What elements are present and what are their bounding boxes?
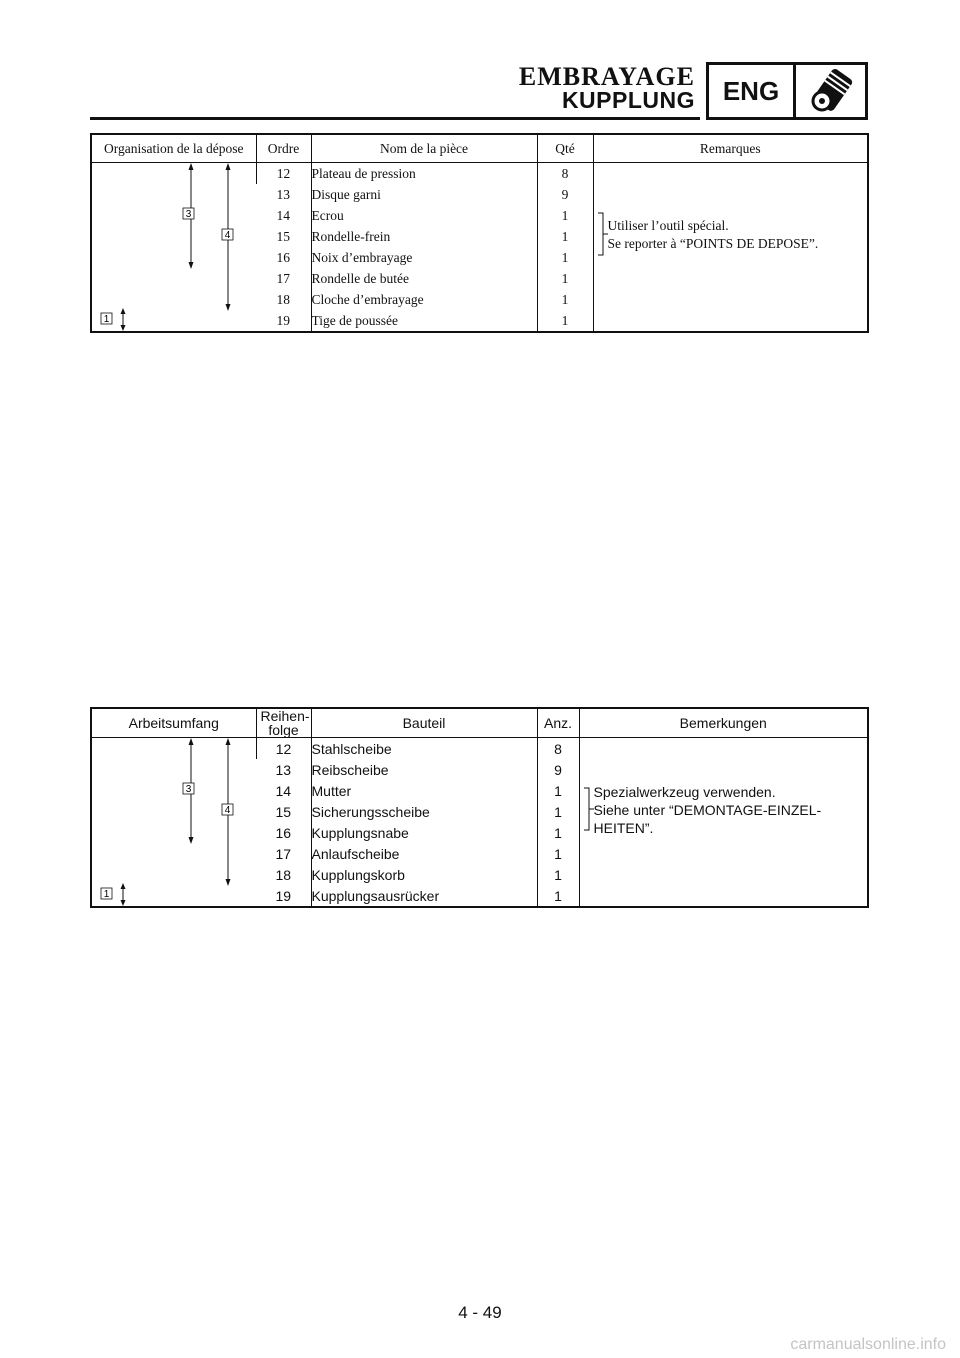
- qty-cell: 1: [537, 780, 579, 801]
- order-cell: 18: [275, 866, 292, 883]
- qty-cell: 8: [537, 163, 593, 185]
- order-cell: 13: [276, 186, 290, 202]
- qty-cell: 1: [537, 205, 593, 226]
- parts-table-fr: [90, 133, 869, 333]
- col-header-remarks: Remarques: [593, 134, 868, 163]
- part-name-cell: Plateau de pression: [311, 163, 537, 185]
- part-name-cell: Mutter: [311, 780, 537, 801]
- order-cell: 17: [275, 845, 292, 862]
- remark-line: Siehe unter “DEMONTAGE-EINZEL-: [593, 802, 822, 818]
- order-cell: 14: [275, 782, 292, 799]
- col-header-part-name: Nom de la pièce: [311, 134, 537, 163]
- table-row: [91, 163, 868, 185]
- qty-cell: 1: [537, 822, 579, 843]
- marker-4: 4: [224, 805, 231, 816]
- marker-1: 1: [103, 314, 110, 325]
- qty-cell: 1: [537, 226, 593, 247]
- qty-cell: 1: [537, 843, 579, 864]
- part-name-cell: Stahlscheibe: [311, 738, 537, 760]
- section-title-de: KUPPLUNG: [561, 87, 695, 113]
- remark-line: Spezialwerkzeug verwenden.: [593, 784, 776, 800]
- remarks-cell: [593, 163, 868, 333]
- order-cell: 17: [276, 270, 290, 286]
- order-cell: 16: [275, 824, 292, 841]
- qty-cell: 1: [537, 310, 593, 332]
- marker-3: 3: [185, 784, 192, 795]
- part-name-cell: Kupplungskorb: [311, 864, 537, 885]
- qty-cell: 1: [537, 289, 593, 310]
- col-header-anz: Anz.: [537, 708, 579, 738]
- part-name-cell: Tige de poussée: [311, 310, 537, 332]
- part-name-cell: Kupplungsnabe: [311, 822, 537, 843]
- part-name-cell: Sicherungsscheibe: [311, 801, 537, 822]
- part-name-cell: Cloche d’embrayage: [311, 289, 537, 310]
- qty-cell: 9: [537, 184, 593, 205]
- remark-line: Se reporter à “POINTS DE DEPOSE”.: [607, 236, 819, 251]
- order-cell: 19: [276, 312, 290, 328]
- remark-line: HEITEN”.: [593, 820, 654, 836]
- remarks-cell: [579, 738, 868, 908]
- part-name-cell: Noix d’embrayage: [311, 247, 537, 268]
- table-row: [91, 738, 868, 760]
- remark-line: Utiliser l’outil spécial.: [607, 218, 729, 233]
- order-cell: 15: [276, 228, 290, 244]
- qty-cell: 1: [537, 864, 579, 885]
- part-name-cell: Rondelle-frein: [311, 226, 537, 247]
- order-cell: 16: [276, 249, 290, 265]
- col-header-bemerkungen: Bemerkungen: [579, 708, 868, 738]
- removal-sequence-diagram: [91, 163, 256, 333]
- removal-sequence-diagram: [91, 738, 256, 908]
- col-header-bauteil: Bauteil: [311, 708, 537, 738]
- qty-cell: 1: [537, 268, 593, 289]
- part-name-cell: Ecrou: [311, 205, 537, 226]
- col-header-order: Ordre: [256, 134, 311, 163]
- order-cell: 14: [276, 207, 290, 223]
- engine-piston-icon: [796, 65, 865, 117]
- section-badge: [706, 62, 868, 120]
- marker-4: 4: [224, 230, 231, 241]
- part-name-cell: Anlaufscheibe: [311, 843, 537, 864]
- col-header-arbeitsumfang: Arbeitsumfang: [91, 708, 256, 738]
- order-cell: 13: [275, 761, 292, 778]
- col-header-reihenfolge: Reihen- folge: [256, 708, 311, 738]
- order-cell: 15: [275, 803, 292, 820]
- qty-cell: 9: [537, 759, 579, 780]
- section-tag: ENG: [709, 65, 796, 117]
- order-cell: 18: [276, 291, 290, 307]
- col-header-qty: Qté: [537, 134, 593, 163]
- footer-watermark: carmanualsonline.info: [790, 1336, 946, 1353]
- page-number: 4 - 49: [458, 1303, 502, 1322]
- part-name-cell: Reibscheibe: [311, 759, 537, 780]
- parts-table-de: [90, 707, 869, 908]
- order-cell: 12: [256, 738, 311, 760]
- qty-cell: 1: [537, 885, 579, 907]
- part-name-cell: Disque garni: [311, 184, 537, 205]
- order-cell: 12: [256, 163, 311, 185]
- marker-3: 3: [185, 209, 192, 220]
- qty-cell: 1: [537, 247, 593, 268]
- part-name-cell: Rondelle de butée: [311, 268, 537, 289]
- part-name-cell: Kupplungsausrücker: [311, 885, 537, 907]
- section-title-fr: EMBRAYAGE: [518, 62, 695, 91]
- col-header-organisation: Organisation de la dépose: [91, 134, 256, 163]
- header-rule: [90, 117, 700, 120]
- marker-1: 1: [103, 889, 110, 900]
- qty-cell: 8: [537, 738, 579, 760]
- order-cell: 19: [275, 887, 292, 904]
- qty-cell: 1: [537, 801, 579, 822]
